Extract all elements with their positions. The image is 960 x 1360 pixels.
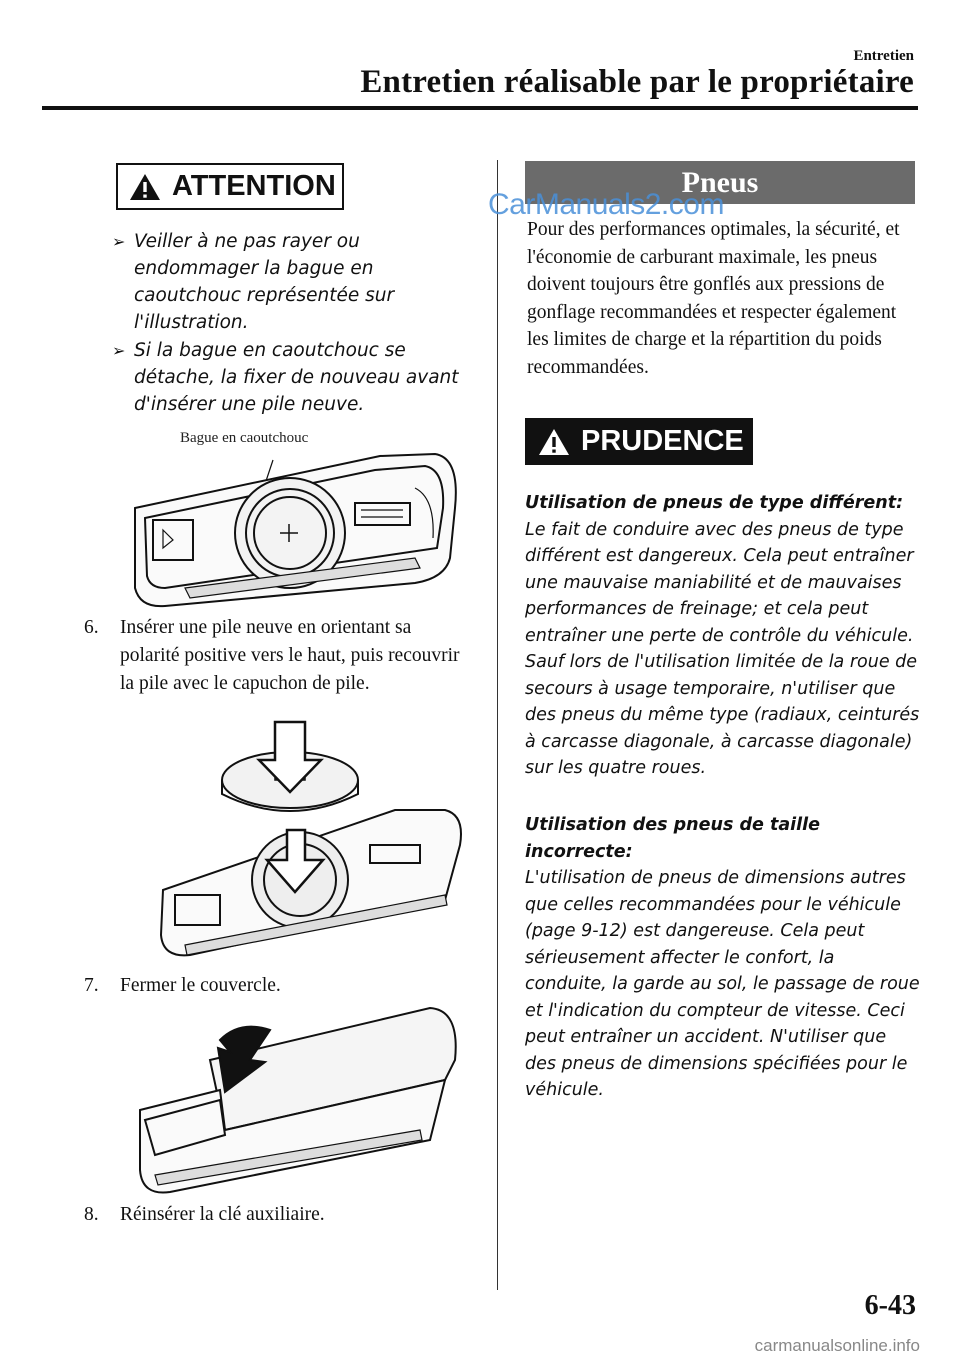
prudence-label: PRUDENCE	[581, 425, 744, 457]
prudence-text: Le fait de conduire avec des pneus de type différent est dangereux. Cela peut entraîner une mauvaise maniabilité et de mauvaises performances de freinage; et cela peut entraîner une perte de contrôle du véhicule. Sauf lors de l'utilisation limitée de la roue de secours à usage temporaire, n'utiliser que des pneus du même type (radiaux, ceinturés à carcasse diagonale, à carcasse diagonale) sur les quatre roues.	[525, 519, 920, 778]
step-8	[84, 1201, 474, 1229]
step-text: Réinsérer la clé auxiliaire.	[120, 1204, 325, 1225]
figure-battery-compartment	[125, 448, 465, 610]
bullet-text: Veiller à ne pas rayer ou endommager la bague en caoutchouc représentée sur l'illustration.	[134, 231, 395, 333]
figure-caption: Bague en caoutchouc	[180, 430, 309, 446]
figure-insert-battery	[155, 720, 470, 965]
header-rule	[42, 106, 918, 110]
intro-paragraph: Pour des performances optimales, la sécurité, et l'économie de carburant maximale, les pneus doivent toujours être gonflés aux pressions de gonflage recommandées et respecter également les limites de charge et la répartition du poids recommandées.	[527, 219, 900, 378]
attention-box	[116, 163, 344, 210]
step-text: Fermer le couvercle.	[120, 975, 281, 996]
prudence-heading: Utilisation de pneus de type différent:	[525, 493, 904, 513]
watermark: CarManuals2.com	[488, 188, 724, 221]
bullet-text: Si la bague en caoutchouc se détache, la fixer de nouveau avant d'insérer une pile neuve.	[134, 340, 459, 415]
list-item	[112, 228, 472, 336]
page-title: Entretien réalisable par le propriétaire	[360, 64, 914, 100]
prudence-heading: Utilisation des pneus de taille incorrecte:	[525, 815, 820, 862]
arrow-bullet-icon: ➢	[112, 232, 126, 251]
step-text: Insérer une pile neuve en orientant sa polarité positive vers le haut, puis recouvrir la pile avec le capuchon de pile.	[120, 617, 460, 694]
step-6	[84, 614, 474, 698]
section-label: Entretien	[853, 48, 914, 64]
step-7	[84, 972, 474, 1000]
section-title-pneus: Pneus	[525, 161, 915, 204]
step-number: 6.	[84, 617, 99, 638]
arrow-bullet-icon: ➢	[112, 341, 126, 360]
attention-label: ATTENTION	[172, 170, 336, 202]
warning-triangle-icon	[537, 427, 571, 457]
figure-close-cover	[130, 1000, 465, 1200]
step-number: 8.	[84, 1204, 99, 1225]
column-divider	[497, 160, 498, 1290]
prudence-block-size	[525, 812, 920, 1104]
prudence-box	[525, 418, 753, 465]
footer-url: carmanualsonline.info	[754, 1336, 920, 1355]
step-number: 7.	[84, 975, 99, 996]
page-number: 6-43	[864, 1290, 916, 1321]
warning-triangle-icon	[128, 172, 162, 202]
prudence-text: L'utilisation de pneus de dimensions autres que celles recommandées pour le véhicule (page 9-12) est dangereuse. Cela peut sérieusement affecter le confort, la conduite, la garde au sol, le passage de roue et l'indication du compteur de vitesse. Ceci peut entraîner un accident. N'utiliser que des pneus de dimensions spécifiées pour le véhicule.	[525, 868, 920, 1100]
attention-bullets	[112, 228, 472, 419]
list-item	[112, 337, 472, 418]
prudence-block-type	[525, 490, 920, 782]
